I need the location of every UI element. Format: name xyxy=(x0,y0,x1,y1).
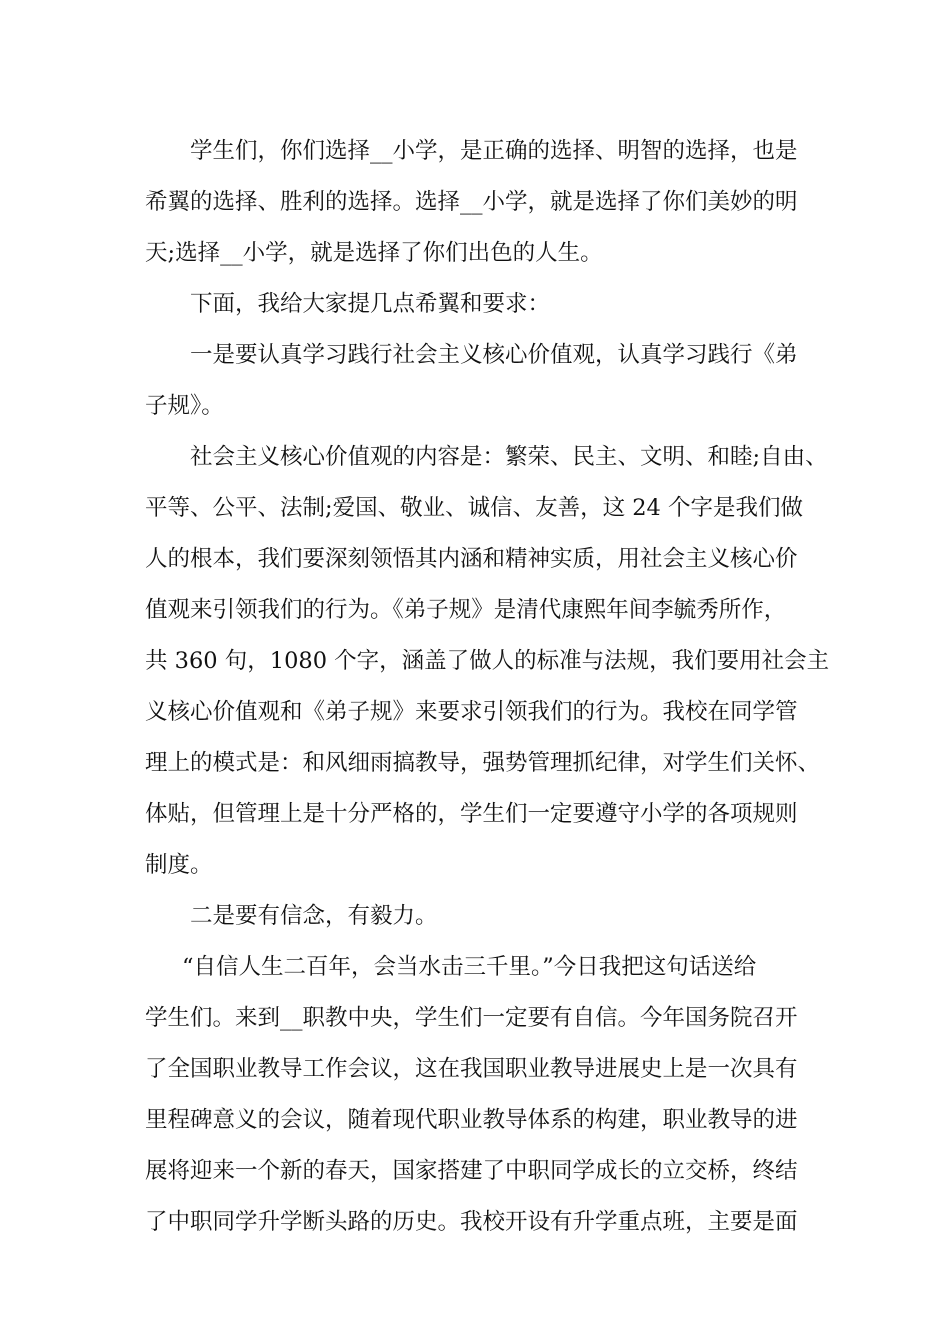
paragraph-line: 学生们。来到__职教中央，学生们一定要有自信。今年国务院召开 xyxy=(145,1005,798,1031)
paragraph-line: 希翼的选择、胜利的选择。选择__小学，就是选择了你们美妙的明 xyxy=(145,189,798,215)
paragraph-line: 子规》。 xyxy=(145,393,224,419)
paragraph-line: 了全国职业教导工作会议，这在我国职业教导进展史上是一次具有 xyxy=(145,1056,798,1082)
paragraph-line: 学生们，你们选择__小学，是正确的选择、明智的选择，也是 xyxy=(190,138,798,164)
paragraph-line: 下面，我给大家提几点希翼和要求： xyxy=(190,291,551,317)
paragraph-line: 展将迎来一个新的春天，国家搭建了中职同学成长的立交桥，终结 xyxy=(145,1158,798,1184)
paragraph-line: 值观来引领我们的行为。《弟子规》是清代康熙年间李毓秀所作， xyxy=(145,597,787,623)
paragraph-line: 天;选择__小学，就是选择了你们出色的人生。 xyxy=(145,240,603,266)
paragraph-line: 理上的模式是：和风细雨搞教导，强势管理抓纪律，对学生们关怀、 xyxy=(145,750,821,776)
paragraph-line: “自信人生二百年，会当水击三千里。”今日我把这句话送给 xyxy=(182,954,757,980)
paragraph-line: 一是要认真学习践行社会主义核心价值观，认真学习践行《弟 xyxy=(190,342,798,368)
paragraph-line: 制度。 xyxy=(145,852,213,878)
paragraph-line: 体贴，但管理上是十分严格的，学生们一定要遵守小学的各项规则 xyxy=(145,801,798,827)
paragraph-line: 义核心价值观和《弟子规》来要求引领我们的行为。我校在同学管 xyxy=(145,699,798,725)
paragraph-line: 社会主义核心价值观的内容是：繁荣、民主、文明、和睦;自由、 xyxy=(190,444,828,470)
paragraph-line: 里程碑意义的会议，随着现代职业教导体系的构建，职业教导的进 xyxy=(145,1107,798,1133)
paragraph-line: 了中职同学升学断头路的历史。我校开设有升学重点班，主要是面 xyxy=(145,1209,798,1235)
paragraph-line: 二是要有信念，有毅力。 xyxy=(190,903,438,929)
paragraph-line: 人的根本，我们要深刻领悟其内涵和精神实质，用社会主义核心价 xyxy=(145,546,798,572)
paragraph-line: 平等、公平、法制;爱国、敬业、诚信、友善，这 24 个字是我们做 xyxy=(145,495,804,521)
paragraph-line: 共 360 句，1080 个字，涵盖了做人的标准与法规，我们要用社会主 xyxy=(145,648,830,674)
